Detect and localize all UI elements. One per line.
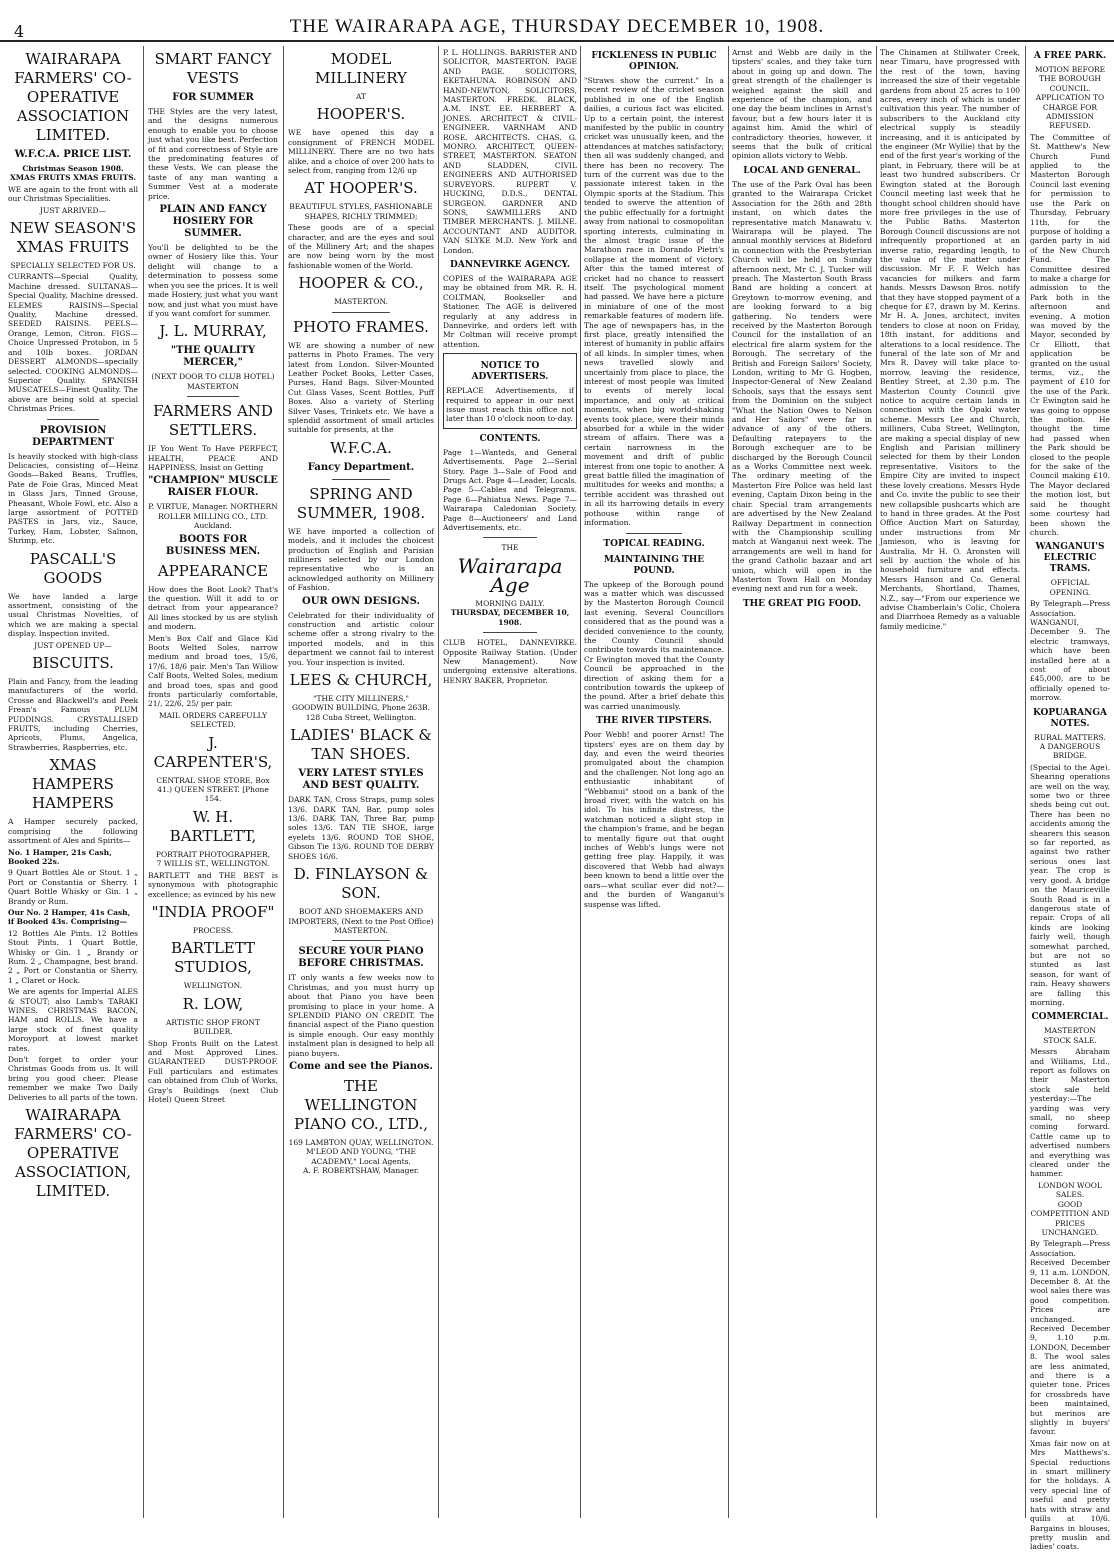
shoe-list: DARK TAN, Cross Straps, pump soles 13/6. DARK TAN, Bar, pump soles 13/6. DARK TAN, Three Bar, pump soles 13/6. TAN TIE SHOE, large eyelets 13/6. ROUND TOE SHOE, Gibson Tie 13/6. ROUND TOE DERBY SHOES 16/6. [288,795,434,861]
footer-note: Don't forget to order your Christmas Goods from us. It will bring you good cheer. Please remember we make Two Daily Deliveries to all parts of the town. [8,1055,138,1102]
column-rule [580,46,581,1518]
column-rule [143,46,144,1518]
at-line: AT [355,92,366,101]
piano-heading: SECURE YOUR PIANO BEFORE CHRISTMAS. [298,946,424,970]
wool-text: By Telegraph—Press Association. Received December 9, 11 a.m. LONDON, December 8. At the wool sales there was good competition. Prices are unchanged. Received December 9, 1.10 p.m. LONDON, December 8. The wool sales are less animated, and there is a quieter tone. Prices for crossbreds have been maintained, but merinos are slightly in buyers' favour. [1030,1239,1110,1437]
process-line: PROCESS. [192,925,234,935]
piano-agents: M'LEOD AND YOUNG, "THE ACADEMY," Local Agents. [305,1147,417,1166]
lees-tagline: "THE CITY MILLINERS," [313,694,409,704]
newspaper-title: THE WAIRARAPA AGE, THURSDAY DECEMBER 10, 1908. [289,16,825,37]
come-see-pianos: Come and see the Pianos. [289,1060,433,1072]
piano-company: THE WELLINGTON PIANO CO., LTD., [293,1076,428,1133]
hamper-1-items: 9 Quart Bottles Ale or Stout. 1 „ Port or Constantia or Sherry. 1 Quart Bottle Whisky or Gin. 1 „ Brandy or Rum. [8,868,138,906]
hosiery-heading: PLAIN AND FANCY HOSIERY FOR SUMMER. [159,204,267,240]
local-text: The use of the Park Oval has been granted to the Wairarapa Cricket Association for the 26th and 28th instant, on which dates the representative match Manawatu v. Wairarapa will be played. The annual monthly services at Bideford in connection with the Presbyterian Church will be held on Sunday afternoon next, Mr C. J. Tucker will preach. The Masterton South Brass Band are holding a concert at Greytown to-morrow evening, and are looking forward to a big gathering. No tenders were received by the Masterton Borough Council for the installation of an electrical fire alarm system for the Borough. The secretary of the British and Foreign Sailors' Society, London, writing to Mr G. Hogben, Inspector-General of New Zealand Schools, says that the essays sent from the Dominion on the subject "What the Nation Owes to Nelson and Her Sailors" were far in advance of any of the others. Defaulting ratepayers to the Borough exchequer are to be discharged by the Borough Council as a Works Committee next week. The ordinary meeting of the Masterton Fire Police was held last evening, Captain Dixon being in the chair. Special tram arrangements are advertised by the New Zealand Railway Department in connection with the Championship sculling match at Wanganui next week. The arrangements are well in hand for the grand Catholic bazaar and art union, which will open in the Masterton Town Hall on Monday evening next and run for a week. [732,179,872,594]
low-role: ARTISTIC SHOP FRONT BUILDER. [166,1017,260,1037]
boots-heading: BOOTS FOR BUSINESS MEN. [165,533,261,557]
dannevirke-heading: DANNEVIRKE AGENCY. [450,259,570,270]
local-continued: The Chinamen at Stillwater Creek, near Timaru, have progressed with the rest of the town, having increased the size of their vegetable gardens from about 25 acres to 100 acres, every inch of which is under cultivation this year. The number of subscribers to the Auckland city electrical supply is steadily increasing, and it is anticipated by the engineer (Mr Wyllie) that by the end of the first year's working of the plant, in February, there will be at least two hundred subscribers. Cr Ewington stated at the Borough Council meeting last week that he thought school children should have more free privileges in the use of the Public Baths. Masterton Borough Council discussions are not infrequently proportioned at an inverse ratio, regarding length, to the value of the matter under discussion. Mr F. F. Welch has vacancies for milkers and farm hands. Messrs Dawson Bros. notify that they have stopped payment of a cheque for £7, drawn by M. Kerins. Mr H. A. Jones, architect, invites tenders to close at noon on Friday, 18th instant, for additions and alterations to a local residence. The funeral of the late son of Mr and Mrs R. Davey will take place to-morrow, leaving the residence, Bentley Street, at 2.30 p.m. The Masterton County Council give notice to acquire certain lands in connection with the Opaki water scheme. Messrs Lee and Church, milliners, Cuba Street, Wellington, are making a special display of new English and Parisian millinery selected for them by their London representative. Visitors to the Empire City are invited to inspect these lovely creations. Messrs Hyde and Co. invite the public to see their new collapsible pushcarts which are to hand in three grades. At the Post Office Auction Mart on Saturday, under instructions from Mr Jamieson, who is leaving for Australia, Mr H. O. Aronsten will sell by auction the whole of his household furniture and effects. Messrs Hanson and Co. General Merchants, Shortland, Thames, N.Z., say—"From our experience we advise Chamberlain's Colic, Cholera and Diarrhoea Remedy as a valuable family medicine." [880,48,1020,631]
hamper-1-heading: No. 1 Hamper, 21s Cash, Booked 22s. [8,847,112,866]
finlayson-text: BOOT AND SHOEMAKERS AND IMPORTERS, (Next to tne Post Office) MASTERTON. [288,907,434,935]
xmas-fruits-line: XMAS FRUITS XMAS FRUITS. [9,173,137,183]
column-6-local [732,46,872,1518]
designs-heading: OUR OWN DESIGNS. [301,595,420,607]
fruits-heading: NEW SEASON'S XMAS FRUITS [9,219,137,257]
murray-tagline: "THE QUALITY MERCER," [170,345,256,369]
masthead [0,0,1114,42]
appearance-text: How does the Boot Look? That's the question. Will it add to or detract from your appearance? All lines stocked by us are stylish and modern. [148,584,278,632]
nameplate-the: THE [501,543,519,553]
club-hotel: CLUB HOTEL, DANNEVIRKE. Opposite Railway Station. (Under New Management). Now undergoing extensive alterations. HENRY BAKER, Proprietor. [443,638,577,685]
opinion-heading: FICKLENESS IN PUBLIC OPINION. [591,51,717,72]
rural-heading: RURAL MATTERS. [1034,732,1106,742]
farmers-heading: FARMERS AND SETTLERS. [153,402,273,440]
contents-heading: CONTENTS. [479,433,541,444]
park-text: The Committee of St. Matthew's New Church Fund applied to the Masterton Borough Council last evening for permission to use the Park on Thursday, February 11th, for the purpose of holding a garden party in aid of the New Church Fund. The Committee desired to make a charge for admission to the Park both in the afternoon and evening. A motion was moved by the Mayor, seconded by Cr Elliott, that application be granted on the usual terms, viz., the payment of £10 for the use of the Park. Cr Ewington said he was going to oppose the motion. He thought the time had passed when the Park should be closed to the people for the sake of the Council making £10. The Mayor declared the motion lost, but said he thought some courtesy had been shown the church. [1030,132,1110,537]
arrived-line: JUST ARRIVED— [40,205,106,215]
stock-text: Messrs Abraham and Williams, Ltd., report as follows on their Masterton stock sale held yesterday:—The yarding was very small, no sheep coming forward. Cattle came up to advertised numbers and everything was cleared under the hammer. [1030,1047,1110,1179]
column-8-news [1030,46,1110,1552]
hampers-text: A Hamper securely packed, comprising the following assortment of Ales and Spirits— [8,817,138,846]
bartlett-name: W. H. BARTLETT, [169,807,257,845]
carpenter-address: CENTRAL SHOE STORE, Box 41.) QUEEN STREET. [Phone 154. [156,775,270,804]
xmas-fair-text: Xmas fair now on at Mrs Matthews's. Special reductions in smart millinery for the holidays. A very special line of useful and pretty hats with straw and quills at 10/6. Bargains in blouses, pretty muslin and ladies' coats. [1030,1438,1110,1552]
murray-name: J. L. MURRAY, [159,322,267,341]
contents-list: Page 1—Wanteds, and General Advertisements. Page 2—Serial Story. Page 3—Sale of Food and Drugs Act. Page 4—Leader, Locals. Page 5—Cables and Telegrams. Page 6—Pahiatua News. Page 7—Wairarapa Caledonian Society. Page 8—Auctioneers' and Land Advertisements, etc. [443,447,577,533]
column-rule [283,46,284,1518]
selected-line: SPECIALLY SELECTED FOR US. [10,261,136,271]
nameplate: Wairarapa Age [457,553,563,597]
piano-address: 169 LAMBTON QUAY, WELLINGTON. [288,1137,434,1147]
summer-heading: FOR SUMMER [172,92,254,103]
wool-subheading: GOOD COMPETITION AND PRICES UNCHANGED. [1030,1199,1110,1237]
bartlett-text: BARTLETT and THE BEST is synonymous with photographic excellence; as evinced by his new [148,870,278,899]
provision-text: Is heavily stocked with high-class Delicacies, consisting of—Heinz Goods—Baked Beans, Truffles, Pate de Foie Gras, Minced Meat in Glass Jars, Tinned Grouse, Pheasant, Whole Fowl, etc. Also a large assortment of POTTED PASTES in Jars, viz., Sauce, Turkey, Ham, Lobster, Salmon, Shrimp, etc. [8,451,138,546]
notice-heading: NOTICE TO ADVERTISERS. [471,361,549,383]
hamper-2-items: 12 Bottles Ale Pints. 12 Bottles Stout Pints. 1 Quart Bottle, Whisky or Gin. 1 „ Brandy or Rum. 2 „ Champagne, best brand. 2 „ Port or Constantia or Sherry. 1 „ Claret or Hock. [8,928,138,985]
hampers-heading: XMAS HAMPERS HAMPERS [32,756,114,813]
tipsters-continued: Arnst and Webb are daily in the tipsters' scales, and they take turn about in going up and down. The great strength of the challenger is weighed against the skill and experience of the champion, and one day the beam inclines in Arnst's favour, but a few hours later it is against him. Amid the whirl of contradictory theories, however, it seems that the bulk of critical opinion allots victory to Webb. [732,48,872,161]
styles-text: These goods are of a special character, and are the eyes and soul of the Millinery Art; and the shapes are now being worn by the most fashionable women of the World. [288,223,434,270]
appearance-heading: APPEARANCE [157,561,269,580]
frames-heading: PHOTO FRAMES. [293,317,429,336]
vests-heading: SMART FANCY VESTS [154,50,272,87]
local-heading: LOCAL AND GENERAL. [743,165,861,176]
morning-daily: MORNING DAILY. [475,598,545,608]
bartlett-studios: BARTLETT STUDIOS, [170,939,256,977]
biscuits-text: Plain and Fancy, from the leading manufacturers of the world. Crosse and Blackwell's and Peek Frean's Famous PLUM PUDDINGS. CRYSTALLISED FRUITS, including Cherries, Apricots, Plums, Angelica, Strawberries, Raspberries, etc. [8,677,138,752]
trams-subheading: OFFICIAL OPENING. [1049,578,1091,597]
low-name: R. LOW, [182,994,244,1013]
lees-name: LEES & CHURCH, [289,671,433,690]
farmers-text: IF You Went To Have PERFECT, HEALTH, PEACE AND HAPPINESS, Insist on Getting [148,444,278,472]
latest-styles: VERY LATEST STYLES AND BEST QUALITY. [298,768,424,792]
mail-orders: MAIL ORDERS CAREFULLY SELECTED. [158,710,268,730]
trams-text: By Telegraph—Press Association. WANGANUI, December 9. The electric tramways, which have been installed here at a cost of about £45,000, are to be officially opened to-morrow. [1030,599,1110,703]
piano-manager: A. F. ROBERTSHAW, Manager. [302,1166,420,1176]
wool-heading: LONDON WOOL SALES. [1038,1180,1102,1200]
provision-heading: PROVISION DEPARTMENT [32,424,114,448]
piano-text: IT only wants a few weeks now to Christmas, and you must hurry up about that Piano you have been promising to place in your home. A SPLENDID PIANO ON CREDIT. The financial aspect of the Piano question is simple enough. Our easy monthly instalment plan is designed to help all piano buyers. [288,973,434,1058]
intro-text: WE are again to the front with all our Christmas Specialities. [8,184,138,204]
column-7-local [880,46,1020,1518]
studios-city: WELLINGTON. [183,981,243,991]
india-proof: "INDIA PROOF" [151,902,275,921]
dannevirke-text: COPIES of the WAIRARAPA AGE may be obtained from MR. R. H. COLTMAN, Bookseller and Stationer. The AGE is delivered regularly at any address in Dannevirke, and orders left with Mr Coltman will receive prompt attention. [443,273,577,349]
column-rule [1025,46,1026,1518]
column-1-wfca-ad [8,46,138,1518]
column-4-cards [443,46,577,1518]
fancy-department: Fancy Department. [307,461,415,473]
notice-text: REPLACE Advertisements, if required to appear in our next issue must reach this office not later than 10 o'clock noon to-day. [446,386,574,424]
millinery-text: WE have opened this day a consignment of FRENCH MODEL MILLINERY. There are no two hats alike, and a choice of over 200 hats to select from, ranging from 12/6 up [288,128,434,176]
lees-address: GOODWIN BUILDING, Phone 263B. 128 Cuba Street, Wellington. [292,703,430,722]
park-application: APPLICATION TO CHARGE FOR ADMISSION REFUSED. [1035,93,1105,131]
tipsters-heading: THE RIVER TIPSTERS. [596,716,712,727]
at-hoopers: AT HOOPER'S. [304,179,418,198]
hamper-2-heading: Our No. 2 Hamper, 41s Cash, if Booked 43s. Comprising— [8,907,131,927]
page-number: 4 [14,22,25,41]
bartlett-role: PORTRAIT PHOTOGRAPHER, [155,849,271,859]
opinion-text: "Straws show the current." In a recent review of the cricket season published in one of the English dailies, a curious fact was elicited. Up to a certain point, the interest manifested by the public in country cricket was unusually keen, and the attendances at matches satisfactory; then all was suddenly changed, and there has been no recovery. The turn of the current was due to the passionate interest taken in the Olympic sports at the Stadium. This tended to swerve the attention of the public effectually for a fortnight away from national to cosmopolitan sporting interests, culminating in the almost tragic issue of the Marathon race in Dorando Pietri's collapse at the moment of victory. After this the tamed interest of cricket had no chance to reassert itself. The psychological moment had passed. We have here a picture in miniature of one of the most remarkable features of modern life. The age of newspapers has, in the first place, greatly intensified the interest of humanity in public affairs of all kinds. In simpler times, when news travelled slowly and uncertainly from place to place, the interest of most people was limited to events of merely local importance, and only at critical moments, when big world-shaking events took place, were their minds absorbed for a while in the wider stream of affairs. There was a certain narrowness in the movement and drift of public interest from one topic to another. A great battle filled the imagination of multitudes for weeks and months; a terrible accident was thrashed out in all its harrowing details in every pothouse within range of information. [584,76,724,528]
column-rule [876,46,877,1518]
frames-text: WE are showing a number of new patterns in Photo Frames. The very latest from London. Silver-Mounted Leather Pocket Books, Letter Cases, Purses, Hand Bags. Silver-Mounted Cut Glass Vases, Scent Bottles, Puff Boxes. Also a variety of Sterling Silver Vases, Trinkets etc. We have a splendid assortment of small articles suitable for presents, at the [288,340,434,435]
vests-text: THE Styles are the very latest, and the designs numerous enough to enable you to choose just what you like best. Perfection of fit and correctness of Style are the predominating features of these Vests. We can please the taste of any man wanting a Summer Vest at a moderate price. [148,107,278,201]
professional-cards: P. L. HOLLINGS. BARRISTER AND SOLICITOR, MASTERTON. PAGE AND PAGE. SOLICITORS, EKETAHUNA. ROBINSON AND HAND-NEWTON, SOLICITORS, MASTERTON. FREDK. BLACK, A.M. INST. EE. HERBERT A. JONES. ARCHITECT & CIVIL-ENGINEER. VARNHAM AND ROSE. ARCHITECTS. CHAS. G. MONRO. ARCHITECT, QUEEN-STREET, MASTERTON. SEATON AND SLADDEN, CIVIL ENGINEERS AND AUTHORISED SURVEYORS. RUPERT V. HUCKING, D.D.S., DENTAL SURGEON. GARDNER AND SONS, SAWMILLERS AND TIMBER MERCHANTS. J. MILNE. ACCOUNTANT AND AUDITOR. VAN SLYKE M.D. New York and London. [443,48,577,255]
wfca-footer: WAIRARAPA FARMERS' CO-OPERATIVE ASSOCIATION, LIMITED. [14,1106,132,1201]
hooper-town: MASTERTON. [334,297,388,307]
trams-heading: WANGANUI'S ELECTRIC TRAMS. [1035,542,1105,575]
price-list-heading: W.F.C.A. PRICE LIST. [14,149,132,160]
commercial-heading: COMMERCIAL. [1031,1012,1109,1023]
biscuits-heading: BISCUITS. [32,654,114,673]
stock-heading: MASTERTON STOCK SALE. [1043,1026,1097,1045]
dateline: THURSDAY, DECEMBER 10, 1908. [450,608,570,627]
park-subheading: MOTION BEFORE THE BOROUGH COUNCIL. [1034,65,1106,93]
virtue-address: P. VIRTUE, Manager. NORTHERN ROLLER MILLING CO., LTD. Auckland. [148,502,278,531]
pig-food-heading: THE GREAT PIG FOOD. [742,598,862,609]
pascall-text: We have landed a large assortment, consisting of the usual Christmas Novelties, of which we are making a special display. Inspection invited. [8,591,138,639]
tipsters-text: Poor Webb! and poorer Arnst! The tipsters' eyes are on them day by day, and even the weird theories promulgated about the champion and the challenger. Not long ago an enthusiastic inhabitant of "Webbanui" stood on a bank of the broad river, with the watch on his idol. To his infinite distress, the watchman noticed a slight stop in the champion's frame, and he began to mentally figure out that ought inches of Webb's lungs were not getting free play. Happily, it was discovered that Webb had always been known to bend a little over the oars—what scullar ever did not?—and the burden of Wanganui's suspense was lifted. [584,730,724,909]
bridge-heading: A DANGEROUS BRIDGE. [1039,742,1101,761]
column-rule [438,46,439,1518]
kopuaranga-heading: KOPUARANGA NOTES. [1032,707,1108,729]
murray-address: (NEXT DOOR TO CLUB HOTEL) MASTERTON [151,372,275,391]
hooper-co: HOOPER & CO., [298,274,424,293]
hoopers-heading: HOOPER'S. [316,105,406,124]
designs-text: Celebrated for their individuality of construction and artistic colour scheme offer a strong rivalry to the imported models, and in this department we cannot fail to interest you. Your inspection is invited. [288,610,434,667]
opened-line: JUST OPENED UP— [34,640,112,650]
column-5-editorial [584,46,724,1518]
topical-heading: TOPICAL READING. [603,538,705,549]
wfca-heading: WAIRARAPA FARMERS' CO-OPERATIVE ASSOCIATION LIMITED. [14,50,132,144]
bartlett-address: 7 WILLIS ST., WELLINGTON. [156,859,270,869]
champion-flour: "CHAMPION" MUSCLE RAISER FLOUR. [148,475,278,499]
bridge-text: (Special to the Age). Shearing operations are well on the way, some two or three sheds being cut out. There has been no accidents among the shearers this season so far reported, as against two rather serious ones last year. The crop is very good. A bridge on the Mauriceville South Road is in a dangerous state of repair. Crops of all kinds are looking fairly well, though somewhat parched, but are not so stunted as last season, for want of rain. Heavy showers are falling this morning. [1030,762,1110,1007]
ladies-shoes-heading: LADIES' BLACK & TAN SHOES. [290,726,432,764]
styles-line: BEAUTIFUL STYLES, FASHIONABLE SHAPES, RICHLY TRIMMED; [289,202,433,221]
wfca-name: W.F.C.A. [330,438,392,457]
column-rule [728,46,729,1518]
boot-prices: Men's Box Calf and Glace Kid Boots Welted Soles, narrow medium and broad toes, 15/6, 17/6, 18/6 pair. Men's Tan Willow Calf Boots, Welted Soles, medium and broad toes, spas and good fronts particularly comfortable, 21/, 22/6, 25/ per pair. [148,633,278,709]
hosiery-text: You'll be delighted to be the owner of Hosiery like this. Your delight will change to a determination to possess some when you see the prices. It is well made Hosiery, just what you want now, and just what you must have if you want comfort for summer. [148,243,278,318]
agents-text: We are agents for Imperial ALES & STOUT; also Lamb's TARAKI WINES. CHRISTMAS BACON, HAM and ROLLS. We have a large stock of finest quality Moroyport at lowest market rates. [8,987,138,1053]
spring-text: WE have imported a collection of models, and it includes the choicest production of English and Parisian milliners selected by our London representative who is an acknowledged authority on Millinery of Fashion. [288,526,434,593]
carpenter-name: J. CARPENTER'S, [153,733,273,771]
pascall-heading: PASCALL'S GOODS [29,549,117,587]
millinery-heading: MODEL MILLINERY [315,50,407,87]
pound-text: The upkeep of the Borough pound was a matter which was discussed by the Masterton Borough Council last evening. Several Councillors considered that as the pound was a decided convenience to the county, the County Council should contribute towards its maintenance. Cr Ewington moved that the County Council be approached in the direction of asking them for a contribution towards the upkeep of the pound. After a brief debate this was carried unanimously. [584,579,724,711]
spring-heading: SPRING AND SUMMER, 1908. [296,484,426,522]
fruit-items: CURRANTS—Special Quality, Machine dressed. SULTANAS—Special Quality, Machine dressed. ELEMES RAISINS—Special Quality, Machine dressed. SEEDED RAISINS. PEELS—Orange, Lemon, Citron. FIGS—Choice Unpressed Protobon, in 5 and 10lb boxes. JORDAN DESSERT ALMONDS—specially selected. COOKING ALMONDS—Superior Quality. SPANISH MUSCATELS—Finest Quality. The above are being sold at special Christmas Prices. [8,272,138,414]
park-heading: A FREE PARK. [1033,51,1107,61]
pound-heading: MAINTAINING THE POUND. [603,554,705,576]
season-line: Christmas Season 1908. [22,164,124,173]
finlayson-name: D. FINLAYSON & SON. [293,865,429,903]
low-text: Shop Fronts Built on the Latest and Most Approved Lines. GUARANTEED DUST-PROOF. Full particulars and estimates can obtained from Club of Works, Gray's Buildings (next Club Hotel) Queen Street [148,1038,278,1104]
column-3-ads [288,46,434,1518]
column-2-ads [148,46,278,1518]
